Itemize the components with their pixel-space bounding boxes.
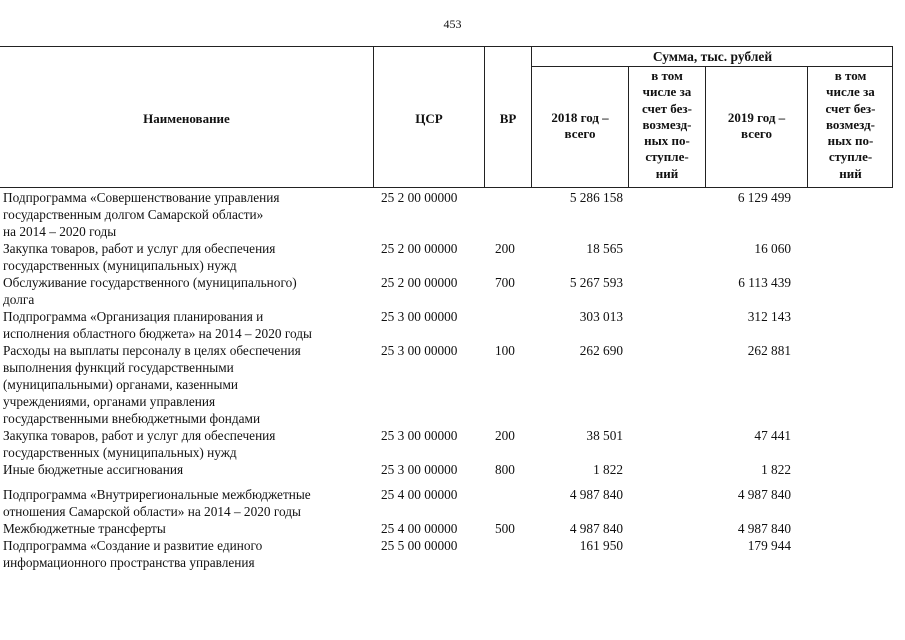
cell-name-line: государственных (муниципальных) нужд — [3, 258, 237, 273]
cell-name — [0, 537, 373, 571]
cell-name-line: Подпрограмма «Организация планирования и — [3, 309, 264, 324]
header-vr: ВР — [499, 111, 517, 126]
cell-total-2018: 303 013 — [579, 309, 623, 324]
cell-total-2019: 179 944 — [747, 538, 791, 553]
header-free-2019 — [808, 68, 893, 182]
table-body — [0, 189, 893, 571]
cell-csr: 25 3 00 00000 — [381, 428, 458, 443]
cell-name — [0, 308, 373, 342]
header-free-2018 — [629, 68, 705, 182]
header-line: счет без- — [642, 100, 692, 116]
header-line: числе за — [826, 84, 875, 100]
header-line: в том — [834, 68, 867, 83]
cell-name-line: Закупка товаров, работ и услуг для обеспечения — [3, 241, 276, 256]
table-header — [0, 46, 893, 188]
cell-name-line: государственным долгом Самарской области» — [3, 207, 264, 222]
cell-csr: 25 2 00 00000 — [381, 241, 458, 256]
header-name: Наименование — [143, 111, 230, 126]
cell-vr: 500 — [495, 521, 515, 536]
cell-csr: 25 3 00 00000 — [381, 343, 458, 358]
cell-total-2019: 1 822 — [761, 462, 791, 477]
header-csr: ЦСР — [415, 111, 443, 126]
table-row — [0, 240, 893, 274]
cell-total-2019: 312 143 — [747, 309, 791, 324]
cell-name-line: Закупка товаров, работ и услуг для обеспечения — [3, 428, 276, 443]
cell-name-line: Иные бюджетные ассигнования — [3, 462, 184, 477]
cell-total-2019: 4 987 840 — [737, 521, 791, 536]
table-row — [0, 461, 893, 478]
cell-total-2019: 4 987 840 — [737, 487, 791, 502]
cell-name-line: Подпрограмма «Совершенствование управления — [3, 190, 280, 205]
cell-name-line: Межбюджетные трансферты — [3, 521, 166, 536]
header-line: всего — [741, 126, 772, 141]
cell-name-line: государственными внебюджетными фондами — [3, 411, 261, 426]
cell-name — [0, 461, 373, 478]
cell-total-2019: 6 129 499 — [737, 190, 791, 205]
header-line: ных по- — [827, 133, 874, 149]
cell-name — [0, 342, 373, 427]
cell-name — [0, 189, 373, 240]
cell-total-2018: 18 565 — [586, 241, 623, 256]
header-line: всего — [564, 126, 596, 141]
cell-total-2018: 5 267 593 — [569, 275, 623, 290]
cell-total-2018: 4 987 840 — [569, 521, 623, 536]
cell-name-line: информационного пространства управления — [3, 555, 255, 570]
cell-csr: 25 5 00 00000 — [381, 538, 458, 553]
cell-total-2018: 4 987 840 — [569, 487, 623, 502]
cell-total-2018: 5 286 158 — [569, 190, 623, 205]
cell-vr: 200 — [495, 241, 515, 256]
page-number: 453 — [443, 17, 462, 31]
cell-csr: 25 4 00 00000 — [381, 487, 458, 502]
table-row — [0, 520, 893, 537]
header-line: ний — [839, 165, 862, 181]
cell-csr: 25 4 00 00000 — [381, 521, 458, 536]
header-line: 2018 год – — [551, 110, 609, 125]
cell-name-line: Расходы на выплаты персоналу в целях обеспечения — [3, 343, 301, 358]
header-total-2019 — [706, 110, 807, 142]
header-line: ступле- — [645, 149, 689, 165]
header-line: ных по- — [644, 133, 690, 149]
header-line: числе за — [642, 84, 692, 100]
cell-csr: 25 2 00 00000 — [381, 190, 458, 205]
cell-total-2019: 16 060 — [754, 241, 791, 256]
sum-header-rule — [532, 66, 893, 67]
header-sum: Сумма, тыс. рублей — [652, 49, 773, 64]
cell-total-2019: 47 441 — [754, 428, 791, 443]
table-row — [0, 189, 893, 240]
cell-name-line: на 2014 – 2020 годы — [3, 224, 117, 239]
cell-name-line: Обслуживание государственного (муниципального) — [3, 275, 297, 290]
cell-vr: 200 — [495, 428, 515, 443]
cell-csr: 25 3 00 00000 — [381, 462, 458, 477]
row-spacer — [0, 478, 893, 486]
header-line: счет без- — [825, 100, 876, 116]
cell-name-line: Подпрограмма «Создание и развитие единого — [3, 538, 263, 553]
cell-total-2018: 38 501 — [586, 428, 623, 443]
header-line: возмезд- — [826, 116, 875, 132]
header-line: ний — [655, 165, 679, 181]
table-row — [0, 486, 893, 520]
cell-name — [0, 240, 373, 274]
header-line: в том — [651, 68, 683, 83]
header-total-2018 — [532, 110, 628, 142]
cell-name — [0, 427, 373, 461]
cell-vr: 700 — [495, 275, 515, 290]
cell-name — [0, 274, 373, 308]
header-line: 2019 год – — [727, 110, 786, 125]
table-row — [0, 427, 893, 461]
cell-name-line: (муниципальными) органами, казенными — [3, 377, 238, 392]
cell-csr: 25 3 00 00000 — [381, 309, 458, 324]
cell-vr: 800 — [495, 462, 515, 477]
table-row — [0, 308, 893, 342]
table-row — [0, 537, 893, 571]
cell-csr: 25 2 00 00000 — [381, 275, 458, 290]
cell-name-line: отношения Самарской области» на 2014 – 2020 годы — [3, 504, 301, 519]
cell-total-2018: 161 950 — [579, 538, 623, 553]
cell-name-line: исполнения областного бюджета» на 2014 – 2020 годы — [3, 326, 312, 341]
table-row — [0, 342, 893, 427]
cell-vr: 100 — [495, 343, 515, 358]
cell-total-2018: 1 822 — [593, 462, 623, 477]
cell-name-line: Подпрограмма «Внутрирегиональные межбюджетные — [3, 487, 311, 502]
header-top-rule — [0, 46, 893, 47]
cell-name-line: учреждениями, органами управления — [3, 394, 216, 409]
cell-name-line: государственных (муниципальных) нужд — [3, 445, 237, 460]
header-bottom-rule — [0, 187, 893, 188]
cell-name — [0, 486, 373, 520]
cell-total-2019: 262 881 — [747, 343, 791, 358]
cell-total-2019: 6 113 439 — [738, 275, 791, 290]
cell-name-line: долга — [3, 292, 35, 307]
cell-name — [0, 520, 373, 537]
cell-total-2018: 262 690 — [579, 343, 623, 358]
table-row — [0, 274, 893, 308]
header-line: возмезд- — [642, 116, 692, 132]
cell-name-line: выполнения функций государственными — [3, 360, 234, 375]
header-line: ступле- — [828, 149, 873, 165]
